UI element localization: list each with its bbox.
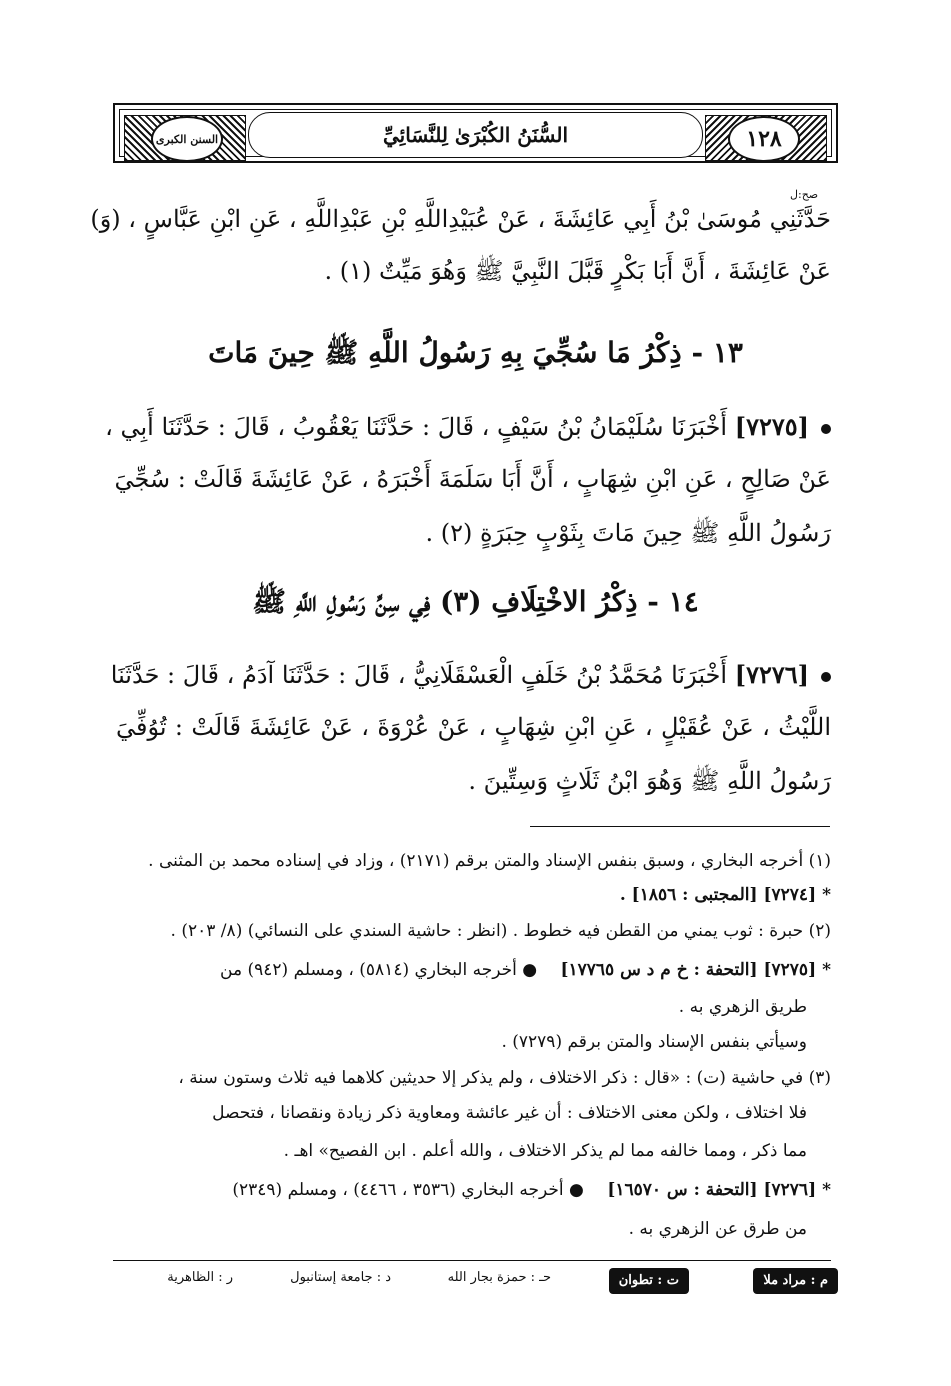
- footer-rule: [113, 1260, 831, 1261]
- asterisk-icon: *: [822, 885, 831, 905]
- text-line: حَدَّثَنِي مُوسَىٰ بْنُ أَبِي عَائِشَةَ ، عَنْ عُبَيْدِاللَّهِ بْنِ عَبْدِاللَّهِ ، عَنِ ابْنِ عَبَّاسٍ ، (وَ): [90, 205, 831, 233]
- book-emblem: السنن الكبرى: [151, 116, 223, 162]
- hadith-number: [٧٢٧٥]: [734, 412, 809, 441]
- asterisk-icon: *: [822, 1180, 831, 1200]
- manuscript-h-label: حـ : حمزة بجار الله: [447, 1270, 551, 1285]
- reference-7276: *[٧٢٧٦] [التحفة : س ١٦٥٧٠] ● أخرجه البخاري (٣٥٣٦ ، ٤٤٦٦) ، ومسلم (٢٣٤٩): [232, 1180, 831, 1200]
- hadith-7276-line-2: اللَّيْثُ ، عَنْ عُقَيْلٍ ، عَنِ ابْنِ شِهَابٍ ، عَنْ عُرْوَةَ ، عَنْ عَائِشَةَ قَالَتْ : تُوُفِّيَ: [116, 713, 831, 741]
- reference-7275-note: وسيأتي بنفس الإسناد والمتن برقم (٧٢٧٩) .: [501, 1032, 807, 1052]
- reference-7274: *[٧٢٧٤] [المجتبى : ١٨٥٦] .: [619, 885, 831, 905]
- header-ornament-right: [705, 115, 827, 161]
- manuscript-m-badge: م : مراد ملا: [753, 1268, 838, 1294]
- footnote-separator: [530, 826, 830, 827]
- hadith-text: أَخْبَرَنَا سُلَيْمَانُ بْنُ سَيْفٍ ، قَالَ : حَدَّثَنَا يَعْقُوبُ ، قَالَ : حَدَّثَنَا أَبِي ،: [105, 413, 728, 441]
- hadith-7276-line-3: رَسُولُ اللَّهِ ﷺ وَهُوَ ابْنُ ثَلَاثٍ وَسِتِّينَ .: [468, 767, 831, 795]
- reference-7276-cont: من طرق عن الزهري به .: [628, 1219, 807, 1239]
- header-ornament-left: [124, 115, 246, 161]
- hadith-number: [٧٢٧٦]: [734, 660, 809, 689]
- manuscript-t-badge: ت : تطوان: [609, 1268, 689, 1294]
- hadith-7276-line-1: [110, 660, 831, 689]
- margin-note: صح:ل: [790, 188, 819, 201]
- bullet-icon: [821, 424, 831, 434]
- text-line: عَنْ عَائِشَةَ ، أَنَّ أَبَا بَكْرٍ قَبَّلَ النَّبِيَّ ﷺ وَهُوَ مَيِّتٌ (١) .: [324, 257, 831, 285]
- hadith-7275-line-2: عَنْ صَالِحٍ ، عَنِ ابْنِ شِهَابٍ ، أَنَّ أَبَا سَلَمَةَ أَخْبَرَهُ ، عَنْ عَائِشَةَ قَالَتْ : سُجِّيَ: [114, 465, 831, 493]
- manuscript-d-label: د : جامعة إستانبول: [290, 1270, 391, 1285]
- section-heading-13: ١٣ - ذِكْرُ مَا سُجِّيَ بِهِ رَسُولُ اللَّهِ ﷺ حِينَ مَاتَ: [208, 336, 743, 369]
- hadith-text: أَخْبَرَنَا مُحَمَّدُ بْنُ خَلَفٍ الْعَسْقَلَانِيُّ ، قَالَ : حَدَّثَنَا آدَمُ ، قَالَ : حَدَّثَنَا: [110, 661, 728, 689]
- bullet-icon: [821, 672, 831, 682]
- footnote-3-line-2: فلا اختلاف ، ولكن معنى الاختلاف : أن غير عائشة ومعاوية ذكر زيادة ونقصانا ، فتحصل: [212, 1103, 807, 1123]
- footnote-2: (٢) حبرة : ثوب يمني من القطن فيه خطوط . (انظر : حاشية السندي على النسائي) (٨/ ٢٠٣) .: [170, 921, 831, 941]
- page-number: ١٢٨: [728, 116, 800, 162]
- reference-7275-cont: طريق الزهري به .: [678, 997, 807, 1017]
- reference-7275: *[٧٢٧٥] [التحفة : خ م د س ١٧٧٦٥] ● أخرجه البخاري (٥٨١٤) ، ومسلم (٩٤٢) من: [220, 960, 831, 980]
- hadith-7275-line-1: [105, 412, 831, 441]
- page-header-frame: [113, 103, 838, 163]
- header-inner-border: [119, 109, 832, 157]
- footnote-3-line-3: مما ذكر ، ومما خالفه مما لم يذكر الاختلاف ، والله أعلم . ابن الفصيح» اهـ .: [283, 1141, 807, 1161]
- footnote-3-line-1: (٣) في حاشية (ت) : «قال : ذكر الاختلاف ، ولم يذكر إلا حديثين كلاهما فيه ثلاث وستون سنة ،: [178, 1068, 831, 1088]
- manuscript-r-label: ر : الظاهرية: [167, 1270, 233, 1285]
- asterisk-icon: *: [822, 960, 831, 980]
- section-heading-14: ١٤ - ذِكْرُ الاخْتِلَافِ (٣) فِي سِنِّ رَسُولِ اللَّهِ ﷺ: [252, 585, 699, 618]
- book-title: السُّنَنُ الكُبْرَىٰ لِلنَّسَائِيِّ: [248, 112, 703, 158]
- footnote-1: (١) أخرجه البخاري ، وسبق بنفس الإسناد والمتن برقم (٢١٧١) ، وزاد في إسناده محمد بن المثنى .: [148, 851, 831, 871]
- hadith-7275-line-3: رَسُولُ اللَّهِ ﷺ حِينَ مَاتَ بِثَوْبٍ حِبَرَةٍ (٢) .: [425, 519, 831, 547]
